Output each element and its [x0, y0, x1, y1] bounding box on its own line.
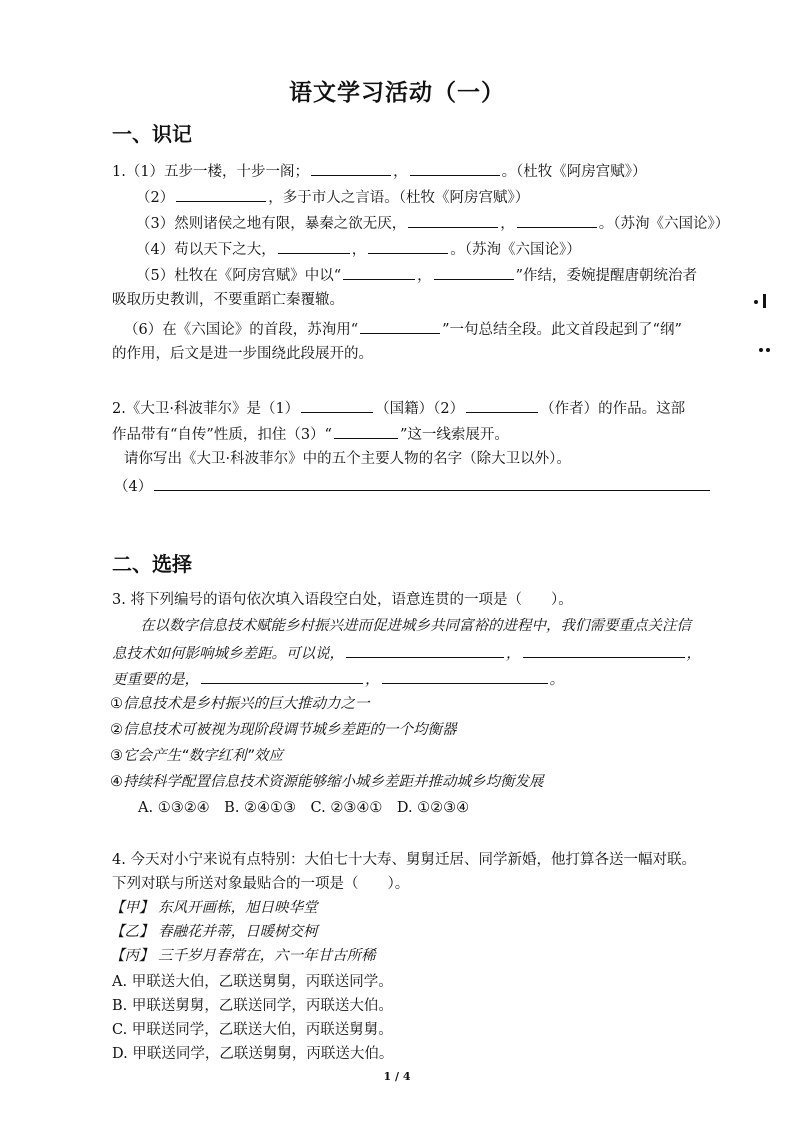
q2-line-4: [114, 475, 712, 497]
binding-mark: [758, 346, 772, 354]
q3-text: ，: [506, 646, 521, 662]
q1-text: （5）杜牧在《阿房宫赋》中以“: [136, 268, 342, 284]
q1-text: （2）: [136, 190, 175, 206]
q1-text: 。（苏洵《六国论》）: [450, 242, 581, 258]
q2-text: （国籍）（2）: [375, 401, 465, 417]
answer-blank[interactable]: [278, 238, 350, 254]
couplet-bing: 【丙】 三千岁月春常在，六一年甘古所稀: [110, 948, 376, 964]
q4-option-d[interactable]: D. 甲联送同学，乙联送舅舅，丙联送大伯。: [112, 1046, 394, 1062]
q3-options[interactable]: A. ①③②④ B. ②④①③ C. ②③④① D. ①②③④: [138, 800, 470, 816]
q1-text: （3）然则诸侯之地有限，暴秦之欲无厌，: [136, 216, 407, 232]
q1-text: ，: [500, 216, 515, 232]
answer-blank[interactable]: [334, 423, 398, 439]
q1-text: 1.（1）五步一楼，十步一阁；: [112, 164, 310, 180]
page-number: 1 / 4: [383, 1070, 411, 1083]
page-title: 语文学习活动（一）: [289, 79, 505, 106]
answer-blank[interactable]: [368, 238, 448, 254]
binding-mark: [752, 292, 772, 310]
q1-text: 。（苏洵《六国论》）: [598, 216, 730, 232]
q1-line-5: [136, 264, 697, 286]
q2-text: 2.《大卫·科波菲尔》是（1）: [112, 401, 300, 417]
q1-line-6: 吸取历史教训，不要重蹈亡秦覆辙。: [112, 292, 344, 308]
q1-text: ”作结，委婉提醒唐朝统治者: [515, 268, 698, 284]
q4-option-c[interactable]: C. 甲联送同学，乙联送大伯，丙联送舅舅。: [112, 1022, 393, 1038]
answer-blank[interactable]: [343, 264, 415, 280]
answer-blank[interactable]: [176, 186, 266, 202]
q2-text: （4）: [114, 479, 153, 495]
q3-text: ，: [365, 672, 380, 688]
q1-text: （6）在《六国论》的首段，苏洵用“: [124, 322, 359, 338]
q1-text: ，多于市人之言语。（杜牧《阿房宫赋》）: [268, 190, 530, 206]
answer-blank[interactable]: [301, 397, 373, 413]
q1-text: 。（杜牧《阿房宫赋》）: [501, 164, 647, 180]
q3-stem: 3. 将下列编号的语句依次填入语段空白处，语意连贯的一项是（ ）。: [112, 592, 573, 608]
answer-blank[interactable]: [434, 264, 514, 280]
couplet-jia: 【甲】 东风开画栋，旭日映华堂: [110, 900, 318, 916]
answer-blank[interactable]: [517, 212, 597, 228]
answer-blank[interactable]: [408, 212, 498, 228]
q3-sentence-1: ①信息技术是乡村振兴的巨大推动力之一: [110, 696, 370, 712]
q1-line-8: 的作用，后文是进一步围绕此段展开的。: [112, 346, 373, 362]
q2-line-3: 请你写出《大卫·科波菲尔》中的五个主要人物的名字（除大卫以外）。: [124, 451, 571, 467]
q1-text: ，: [417, 268, 432, 284]
answer-blank[interactable]: [346, 642, 504, 658]
q2-text: ”这一线索展开。: [399, 427, 509, 443]
q2-text: （作者）的作品。这部: [540, 401, 686, 417]
q3-text: 更重要的是，: [112, 672, 199, 688]
couplet-yi: 【乙】 春融花并蒂，日暖树交柯: [110, 924, 318, 940]
answer-blank[interactable]: [201, 668, 363, 684]
q1-line-7: [124, 318, 682, 340]
q1-line-2: [136, 186, 529, 208]
answer-blank[interactable]: [466, 397, 538, 413]
answer-blank[interactable]: [410, 160, 500, 176]
q1-line-1: [112, 160, 647, 182]
q3-sentence-2: ②信息技术可被视为现阶段调节城乡差距的一个均衡器: [110, 722, 457, 738]
q4-option-b[interactable]: B. 甲联送舅舅，乙联送同学，丙联送大伯。: [112, 998, 393, 1014]
q3-text: ，: [686, 646, 701, 662]
q1-text: （4）苟以天下之大，: [136, 242, 276, 258]
q1-text: ”一句总结全段。此文首段起到了“纲”: [442, 322, 682, 338]
answer-blank[interactable]: [523, 642, 685, 658]
section-heading-choice: 二、选择: [112, 552, 192, 576]
q1-line-3: [136, 212, 729, 234]
answer-blank[interactable]: [382, 668, 548, 684]
q1-text: ，: [393, 164, 408, 180]
q4-option-a[interactable]: A. 甲联送大伯，乙联送舅舅，丙联送同学。: [112, 974, 393, 990]
q3-passage-line-1: 在以数字信息技术赋能乡村振兴进而促进城乡共同富裕的进程中，我们需要重点关注信: [140, 618, 691, 634]
q4-stem-line-1: 4. 今天对小宁来说有点特别：大伯七十大寿、舅舅迁居、同学新婚，他打算各送一幅对联。: [112, 852, 696, 868]
q2-line-1: [112, 397, 685, 419]
q3-sentence-4: ④持续科学配置信息技术资源能够缩小城乡差距并推动城乡均衡发展: [110, 774, 544, 790]
q3-text: 息技术如何影响城乡差距。可以说，: [112, 646, 344, 662]
q4-stem-line-2: 下列对联与所送对象最贴合的一项是（ ）。: [112, 876, 410, 892]
q3-passage-line-2: [112, 642, 701, 664]
q3-passage-line-3: [112, 668, 564, 690]
q1-line-4: [136, 238, 581, 260]
q3-text: 。: [549, 672, 564, 688]
answer-blank[interactable]: [311, 160, 391, 176]
answer-blank[interactable]: [154, 475, 710, 491]
q2-line-2: [112, 423, 509, 445]
q1-text: ，: [351, 242, 367, 258]
q2-text: 作品带有“自传”性质，扣住（3）“: [112, 427, 332, 443]
q3-sentence-3: ③它会产生“数字红利”效应: [110, 748, 284, 764]
answer-blank[interactable]: [360, 318, 440, 334]
section-heading-memorize: 一、识记: [112, 122, 192, 146]
